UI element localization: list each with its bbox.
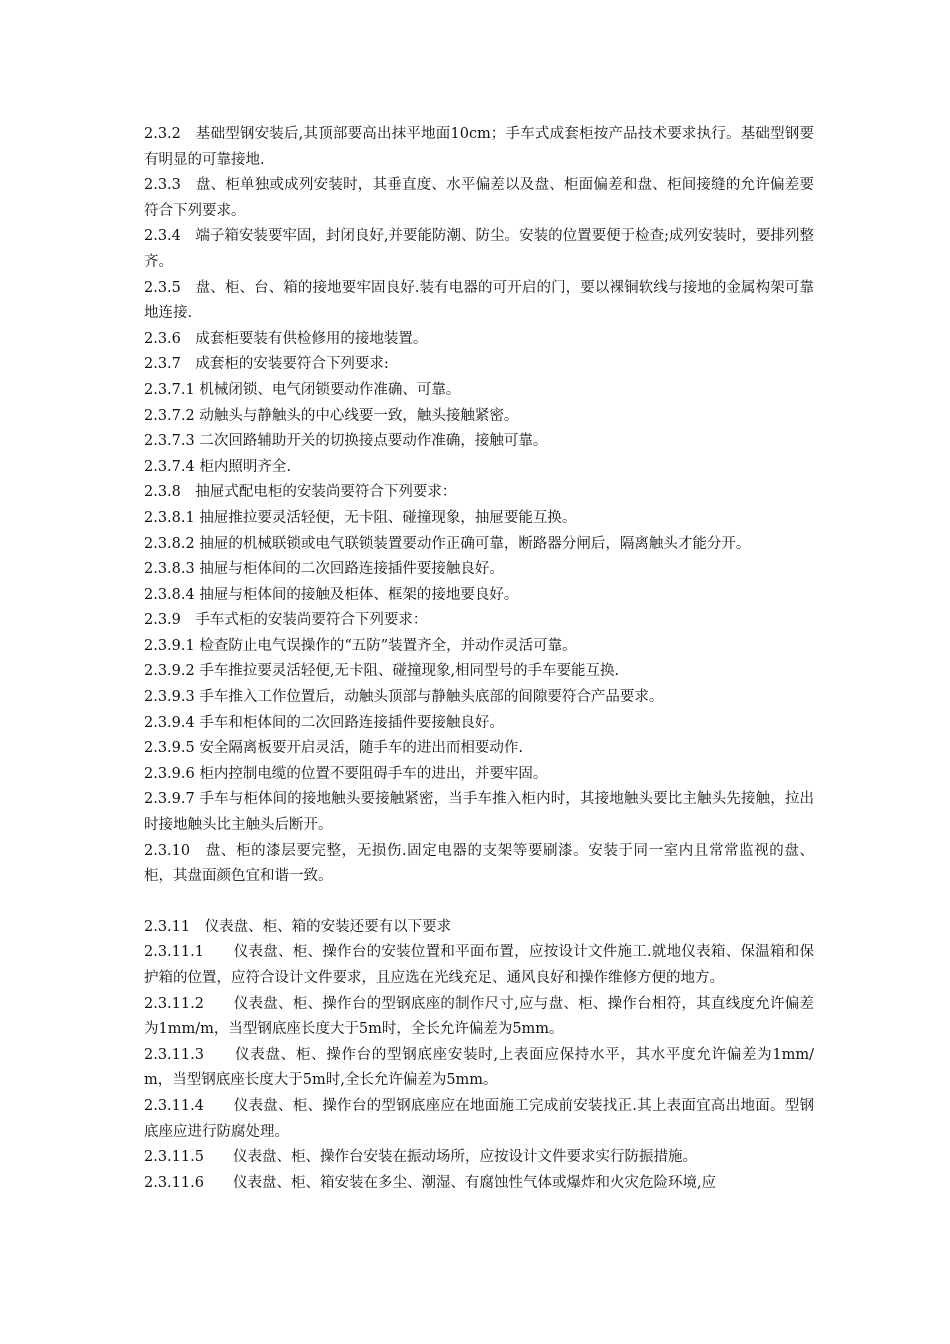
paragraph-2-3-8-3: 2.3.8.3 抽屉与柜体间的二次回路连接插件要接触良好。 [144, 561, 504, 578]
paragraph-2-3-7-4: 2.3.7.4 柜内照明齐全. [144, 458, 291, 475]
paragraph-2-3-2: 2.3.2 基础型钢安装后,其顶部要高出抹平地面10cm；手车式成套柜按产品技术要求执行。基础型钢要有明显的可靠接地. [144, 126, 814, 168]
paragraph-2-3-8-2: 2.3.8.2 抽屉的机械联锁或电气联锁装置要动作正确可靠，断路器分闸后，隔离触头才能分开。 [144, 535, 751, 552]
paragraph-2-3-11-3: 2.3.11.3 仪表盘、柜、操作台的型钢底座安装时,上表面应保持水平，其水平度允许偏差为1mm/m，当型钢底座长度大于5m时,全长允许偏差为5mm。 [144, 1046, 814, 1089]
paragraph-2-3-9-3: 2.3.9.3 手车推入工作位置后，动触头顶部与静触头底部的间隙要符合产品要求。 [144, 689, 664, 706]
paragraph-2-3-10: 2.3.10 盘、柜的漆层要完整，无损伤.固定电器的支架等要刷漆。安装于同一室内且常常监视的盘、柜，其盘面颜色宜和谐一致。 [144, 842, 814, 885]
paragraph-2-3-11-1: 2.3.11.1 仪表盘、柜、操作台的安装位置和平面布置，应按设计文件施工.就地仪表箱、保温箱和保护箱的位置，应符合设计文件要求，且应选在光线充足、通风良好和操作维修方便的地方。 [144, 944, 814, 986]
paragraph-2-3-11-2: 2.3.11.2 仪表盘、柜、操作台的型钢底座的制作尺寸,应与盘、柜、操作台相符，其直线度允许偏差为1mm/m，当型钢底座长度大于5m时，全长允许偏差为5mm。 [144, 995, 814, 1038]
paragraph-2-3-9: 2.3.9 手车式柜的安装尚要符合下列要求： [144, 612, 428, 629]
paragraph-2-3-7-2: 2.3.7.2 动触头与静触头的中心线要一致，触头接触紧密。 [144, 407, 519, 424]
paragraph-gap [144, 890, 814, 915]
paragraph-2-3-7: 2.3.7 成套柜的安装要符合下列要求: [144, 356, 389, 373]
paragraph-2-3-5: 2.3.5 盘、柜、台、箱的接地要牢固良好.装有电器的可开启的门，要以裸铜软线与接地的金属构架可靠地连接. [144, 279, 814, 322]
paragraph-2-3-8-1: 2.3.8.1 抽屉推拉要灵活轻便，无卡阻、碰撞现象，抽屉要能互换。 [144, 509, 577, 526]
paragraph-2-3-11-4: 2.3.11.4 仪表盘、柜、操作台的型钢底座应在地面施工完成前安装找正.其上表面宜高出地面。型钢底座应进行防腐处理。 [144, 1097, 814, 1140]
paragraph-2-3-3: 2.3.3 盘、柜单独或成列安装时，其垂直度、水平偏差以及盘、柜面偏差和盘、柜间接缝的允许偏差要符合下列要求。 [144, 177, 814, 219]
paragraph-2-3-7-3: 2.3.7.3 二次回路辅助开关的切换接点要动作准确，接触可靠。 [144, 433, 548, 450]
paragraph-2-3-4: 2.3.4 端子箱安装要牢固，封闭良好,并要能防潮、防尘。安装的位置要便于检查;成列安装时，要排列整齐。 [144, 228, 814, 270]
document-page [144, 122, 814, 1196]
paragraph-2-3-9-2: 2.3.9.2 手车推拉要灵活轻便,无卡阻、碰撞现象,相同型号的手车要能互换. [144, 663, 620, 680]
paragraph-2-3-9-5: 2.3.9.5 安全隔离板要开启灵活，随手车的进出而相要动作. [144, 740, 523, 757]
paragraph-2-3-9-1: 2.3.9.1 检查防止电气误操作的“五防”装置齐全，并动作灵活可靠。 [144, 637, 577, 654]
paragraph-2-3-11-6: 2.3.11.6 仪表盘、柜、箱安装在多尘、潮湿、有腐蚀性气体或爆炸和火灾危险环境,应 [144, 1174, 717, 1191]
paragraph-2-3-11-5: 2.3.11.5 仪表盘、柜、操作台安装在振动场所，应按设计文件要求实行防振措施。 [144, 1149, 697, 1166]
paragraph-2-3-8: 2.3.8 抽屉式配电柜的安装尚要符合下列要求： [144, 484, 457, 501]
paragraph-2-3-11: 2.3.11 仪表盘、柜、箱的安装还要有以下要求 [144, 918, 452, 935]
paragraph-2-3-7-1: 2.3.7.1 机械闭锁、电气闭锁要动作准确、可靠。 [144, 381, 461, 398]
paragraph-2-3-9-6: 2.3.9.6 柜内控制电缆的位置不要阻碍手车的进出，并要牢固。 [144, 765, 548, 782]
paragraph-2-3-9-7: 2.3.9.7 手车与柜体间的接地触头要接触紧密，当手车推入柜内时，其接地触头要比主触头先接触，拉出时接地触头比主触头后断开。 [144, 791, 814, 834]
paragraph-2-3-6: 2.3.6 成套柜要装有供检修用的接地装置。 [144, 330, 428, 347]
paragraph-2-3-8-4: 2.3.8.4 抽屉与柜体间的接触及柜体、框架的接地要良好。 [144, 586, 519, 603]
paragraph-2-3-9-4: 2.3.9.4 手车和柜体间的二次回路连接插件要接触良好。 [144, 714, 504, 731]
